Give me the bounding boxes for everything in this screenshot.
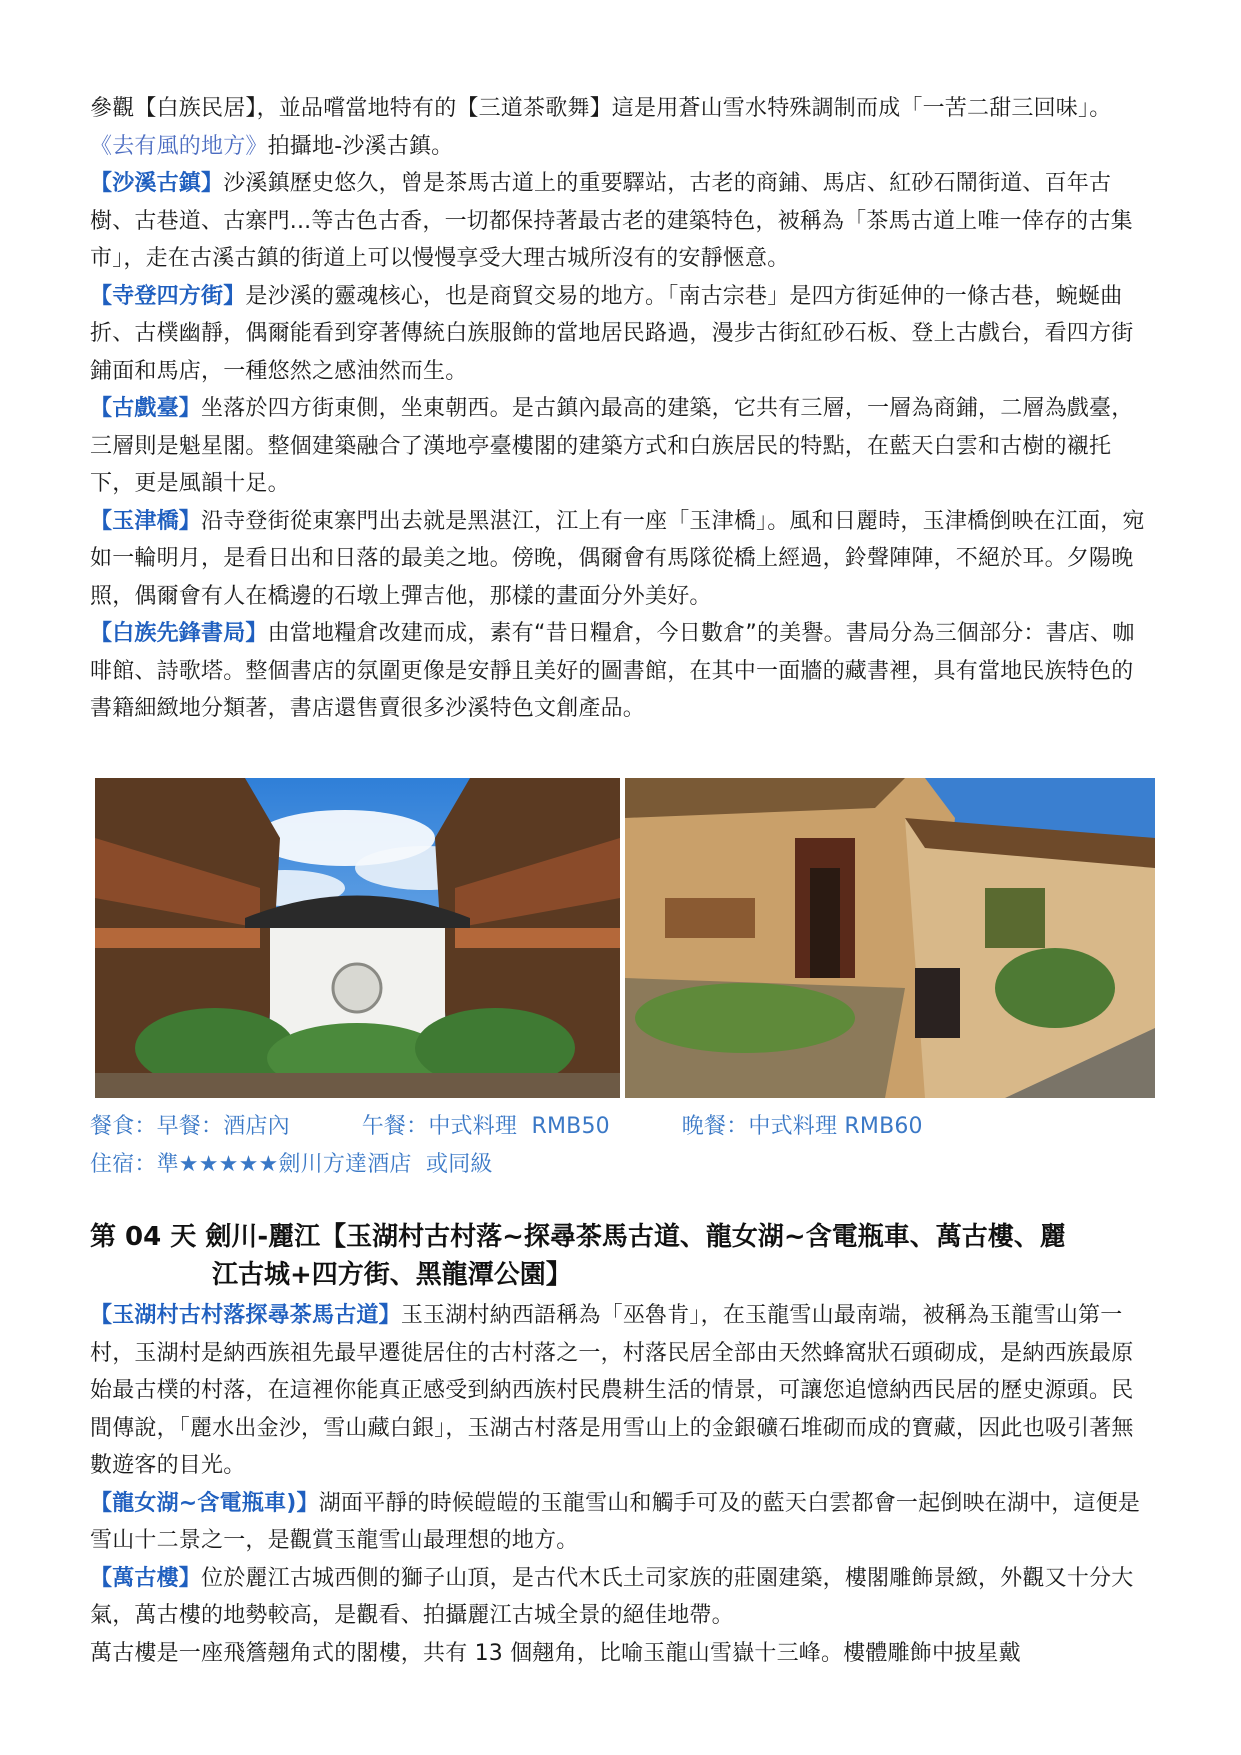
attraction-wangu-tower [90,1560,1150,1635]
attraction-text: 位於麗江古城西側的獅子山頂，是古代木氏土司家族的莊園建築，樓閣雕飾景緻，外觀又十分大氣，萬古樓的地勢較高，是觀看、拍攝麗江古城全景的絕佳地帶。 [90,1565,1134,1628]
attraction-text: 沿寺登街從東寨門出去就是黑湛江，江上有一座「玉津橋」。風和日麗時，玉津橋倒映在江面，宛如一輪明月，是看日出和日落的最美之地。傍晚，偶爾會有馬隊從橋上經過，鈴聲陣陣，不絕於耳。夕陽晚照，偶爾會有人在橋邊的石墩上彈吉他，那樣的畫面分外美好。 [90,508,1145,609]
attraction-text: 湖面平靜的時候皚皚的玉龍雪山和觸手可及的藍天白雲都會一起倒映在湖中，這便是雪山十二景之一，是觀賞玉龍雪山最理想的地方。 [90,1490,1141,1553]
attraction-text: 坐落於四方街東側，坐東朝西。是古鎮內最高的建築，它共有三層，一層為商鋪，二層為戲臺，三層則是魁星閣。整個建築融合了漢地亭臺樓閣的建築方式和白族居民的特點，在藍天白雲和古樹的襯托下，更是風韻十足。 [90,396,1134,496]
day4-heading [90,1218,1150,1294]
day4-attractions [90,1297,1150,1672]
attraction-tag: 【白族先鋒書局】 [90,621,268,646]
attraction-tag: 【龍女湖~含電瓶車)】 [90,1490,319,1516]
attraction-sideng-street [90,278,1150,391]
attraction-text: 是沙溪的靈魂核心，也是商貿交易的地方。「南古宗巷」是四方街延伸的一條古巷，蜿蜒曲折、古樸幽靜，偶爾能看到穿著傳統白族服飾的當地居民路過，漫步古街紅砂石板、登上古戲台，看四方街鋪面和馬店，一種悠然之感油然而生。 [90,283,1134,384]
attraction-pioneer-bookstore [90,615,1150,728]
filming-location-line [90,128,1150,166]
day4-title-line2: 江古城+四方街、黑龍潭公園】 [212,1260,572,1290]
photo-row [95,778,1155,1098]
meals-line: 餐食：早餐：酒店內 午餐：中式料理 RMB50 晚餐：中式料理 RMB60 [90,1114,923,1139]
shaxi-old-street-photo [625,778,1155,1098]
day4-title-line1: 第 04 天 劍川-麗江【玉湖村古村落~探尋茶馬古道、龍女湖~含電瓶車、萬古樓、麗 [90,1222,1066,1252]
attraction-shaxi-town [90,165,1150,278]
attraction-text: 萬古樓是一座飛簷翹角式的閣樓，共有 13 個翹角，比喻玉龍山雪嶽十三峰。樓體雕飾中披星戴 [90,1640,1021,1666]
attraction-tag: 【萬古樓】 [90,1565,202,1591]
attraction-tag: 【寺登四方街】 [90,283,246,309]
bai-courtyard-photo [95,778,620,1098]
attraction-yuhu-village [90,1297,1150,1485]
attractions-section [90,90,1150,728]
filming-location-text: 拍攝地-沙溪古鎮。 [267,133,454,159]
attraction-text: 玉玉湖村納西語稱為「巫魯肯」，在玉龍雪山最南端，被稱為玉龍雪山第一村，玉湖村是納西族祖先最早遷徙居住的古村落之一，村落民居全部由天然蜂窩狀石頭砌成，是納西族最原始最古樸的村落，在這裡你能真正感受到納西族村民農耕生活的情景，可讓您追憶納西民居的歷史源頭。民間傳說，「麗水出金沙，雪山藏白銀」，玉湖古村落是用雪山上的金銀礦石堆砌而成的寶藏，因此也吸引著無數遊客的目光。 [90,1303,1134,1478]
lodging-line: 住宿：準★★★★★劍川方達酒店 或同級 [90,1152,493,1177]
intro-paragraph [90,90,1150,128]
attraction-tag: 【古戲臺】 [90,396,202,421]
intro-text: 參觀【白族民居】，並品嚐當地特有的【三道茶歌舞】這是用蒼山雪水特殊調制而成「一苦二甜三回味」。 [90,96,1112,121]
attraction-tag: 【玉湖村古村落探尋茶馬古道】 [90,1303,401,1328]
drama-title-link[interactable]: 《去有風的地方》 [90,133,268,159]
attraction-ancient-stage [90,390,1150,503]
attraction-text: 由當地糧倉改建而成，素有“昔日糧倉，今日數倉”的美譽。書局分為三個部分：書店、咖啡館、詩歌塔。整個書店的氛圍更像是安靜且美好的圖書館，在其中一面牆的藏書裡，具有當地民族特色的書籍細緻地分類著，書店還售賣很多沙溪特色文創產品。 [90,621,1135,721]
meals-lodging [90,1108,1150,1184]
attraction-yujin-bridge [90,503,1150,616]
attraction-tag: 【玉津橋】 [90,508,202,534]
attraction-longnu-lake [90,1485,1150,1560]
attraction-text: 沙溪鎮歷史悠久，曾是茶馬古道上的重要驛站，古老的商鋪、馬店、紅砂石鬧街道、百年古樹、古巷道、古寨門...等古色古香，一切都保持著最古老的建築特色，被稱為「茶馬古道上唯一倖存的古集市」，走在古溪古鎮的街道上可以慢慢享受大理古城所沒有的安靜愜意。 [90,171,1133,271]
attraction-tag: 【沙溪古鎮】 [90,171,224,196]
wangu-tower-detail [90,1635,1150,1673]
day4-title [90,1218,1150,1294]
